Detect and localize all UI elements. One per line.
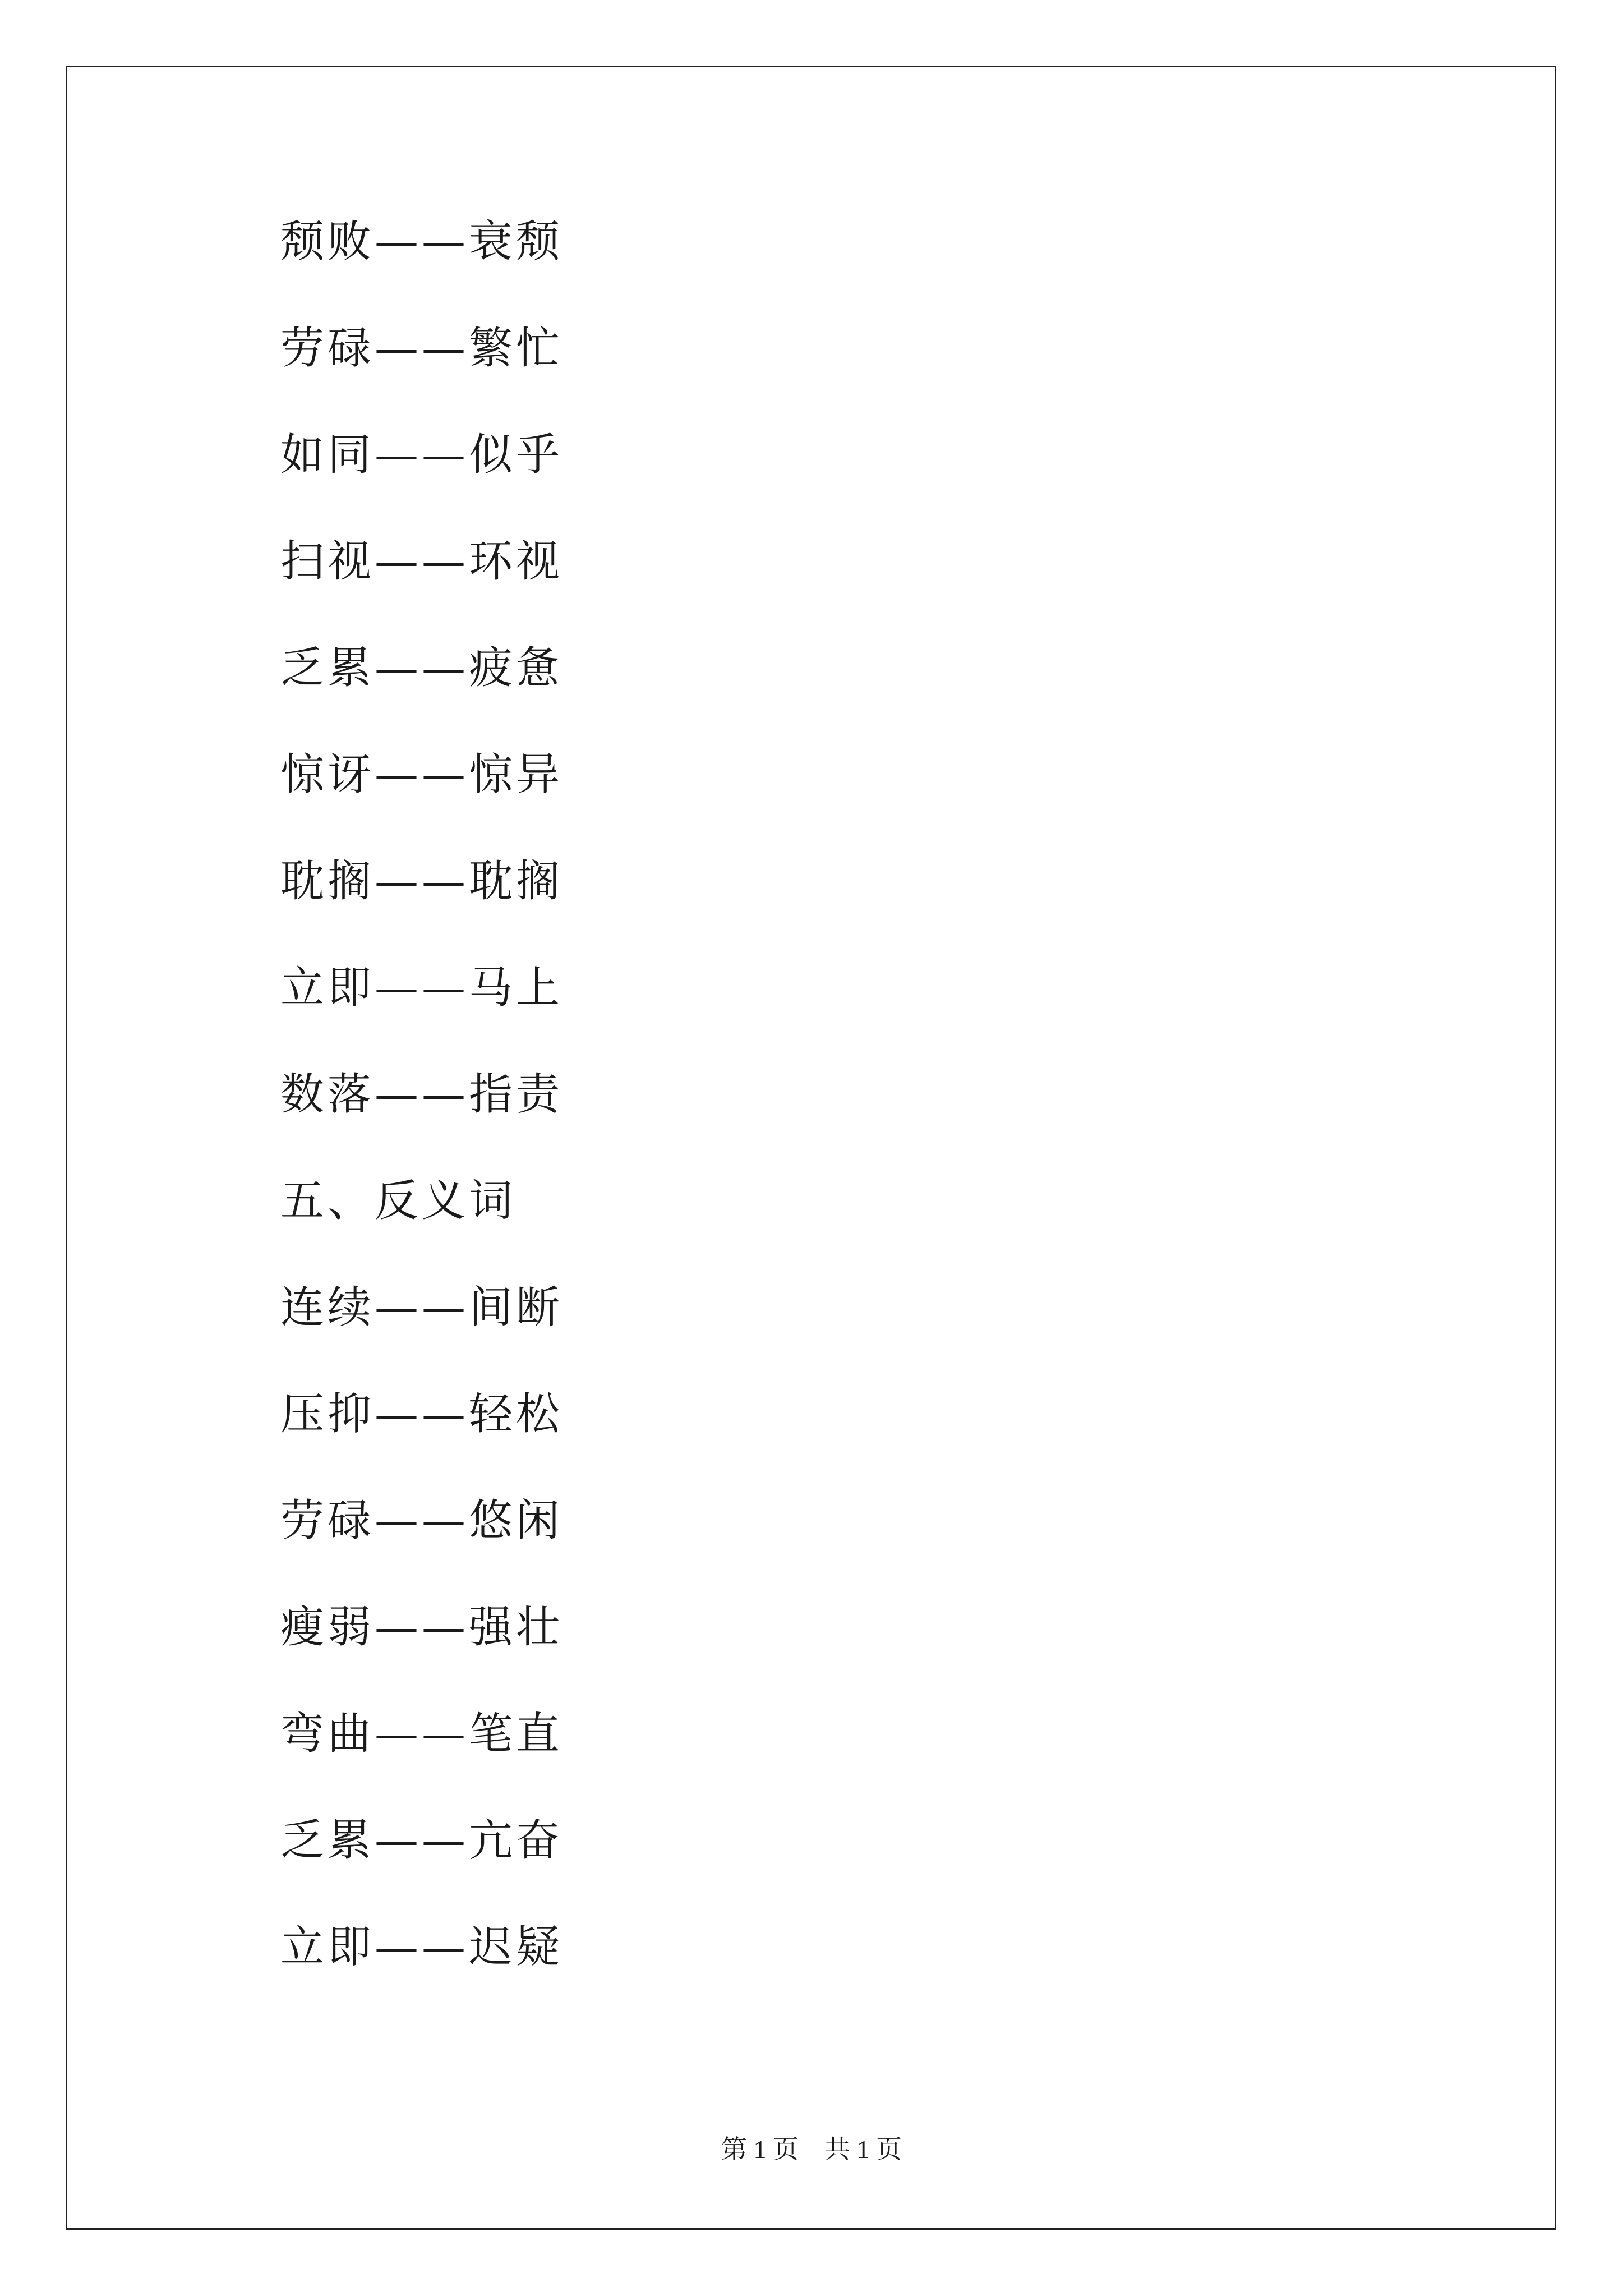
word-pair-line: 扫视——环视	[280, 536, 564, 587]
document-body	[280, 214, 953, 2026]
word-pair-line: 耽搁——耽搁	[280, 856, 564, 907]
word-pair-line: 弯曲——笔直	[280, 1709, 564, 1759]
word-pair-line: 立即——迟疑	[280, 1922, 564, 1972]
word-pair-line: 乏累——亢奋	[280, 1815, 564, 1866]
word-pair-line: 劳碌——繁忙	[280, 323, 564, 374]
word-pair-line: 连续——间断	[280, 1282, 564, 1333]
word-pair-line: 乏累——疲惫	[280, 643, 564, 693]
page-number-footer: 第 1 页 共 1 页	[721, 2135, 902, 2164]
word-pair-line: 瘦弱——强壮	[280, 1602, 564, 1653]
section-heading: 五、反义词	[280, 1176, 517, 1226]
word-pair-line: 惊讶——惊异	[280, 749, 564, 800]
word-pair-line: 压抑——轻松	[280, 1389, 564, 1439]
word-pair-line: 数落——指责	[280, 1069, 564, 1120]
word-pair-line: 颓败——衰颓	[280, 217, 564, 267]
word-pair-line: 立即——马上	[280, 963, 564, 1013]
word-pair-line: 劳碌——悠闲	[280, 1496, 564, 1546]
word-pair-line: 如同——似乎	[280, 430, 564, 480]
